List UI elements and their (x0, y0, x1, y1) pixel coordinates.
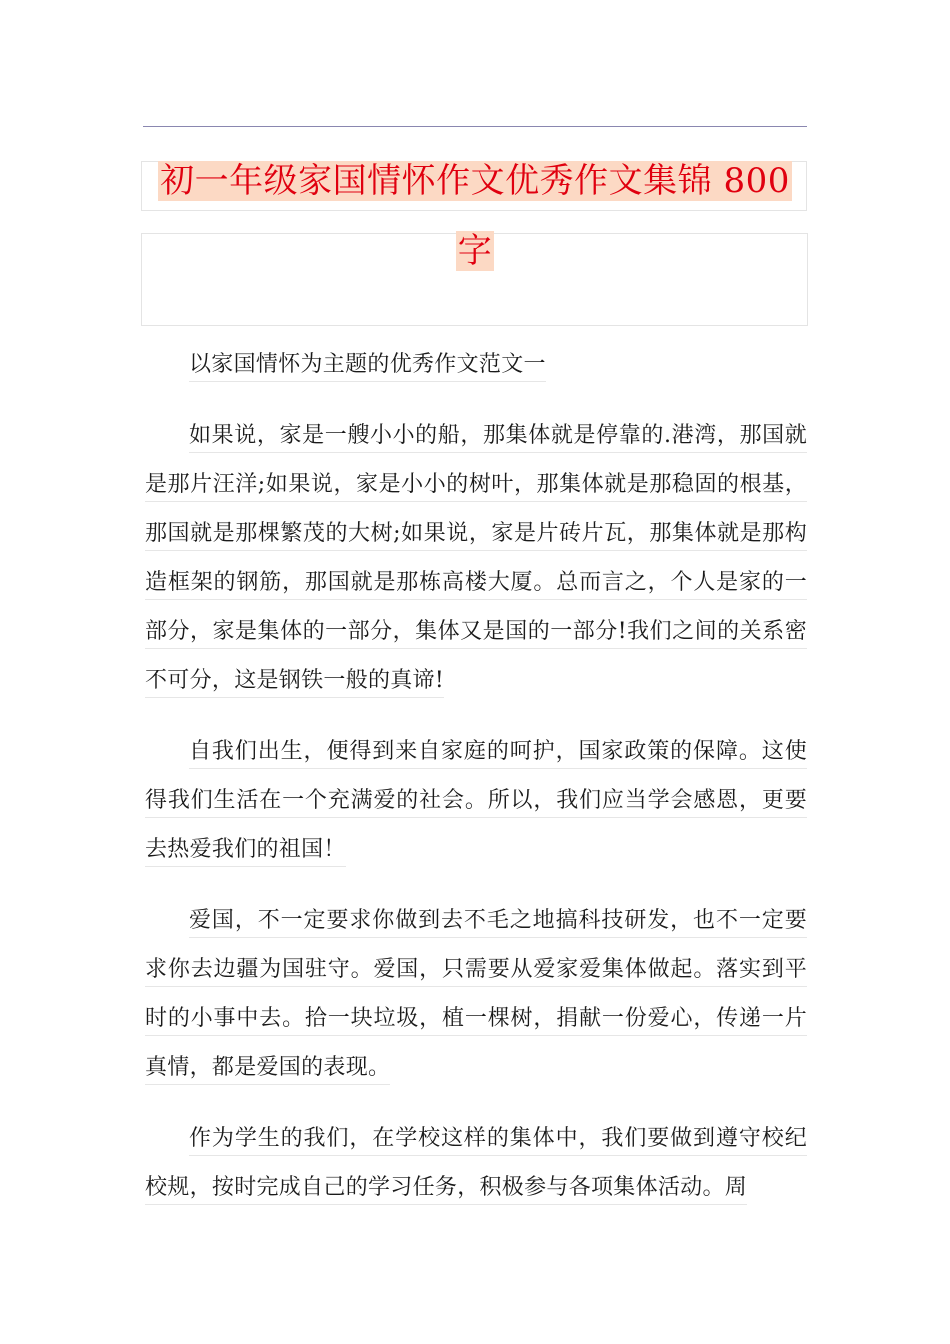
paragraph (145, 1114, 807, 1212)
document-body (145, 340, 807, 1234)
document-title (141, 150, 809, 282)
paragraph-text: 以家国情怀为主题的优秀作文范文一 (189, 352, 546, 382)
paragraph (145, 411, 807, 705)
paragraph (145, 727, 807, 874)
paragraph-text: 爱国，不一定要求你做到去不毛之地搞科技研发，也不一定要求你去边疆为国驻守。爱国，只需要从爱家爱集体做起。落实到平时的小事中去。拾一块垃圾，植一棵树，捐献一份爱心，传递一片真情，都是爱国的表现。 (145, 908, 807, 1085)
header-rule (143, 126, 807, 127)
title-line-1-text: 初一年级家国情怀作文优秀作文集锦 800 (160, 161, 790, 201)
paragraph-heading (145, 340, 807, 389)
paragraph-text: 作为学生的我们，在学校这样的集体中，我们要做到遵守校纪校规，按时完成自己的学习任务，积极参与各项集体活动。周 (145, 1126, 807, 1205)
paragraph-text: 如果说，家是一艘小小的船，那集体就是停靠的.港湾，那国就是那片汪洋;如果说，家是小小的树叶，那集体就是那稳固的根基，那国就是那棵繁茂的大树;如果说，家是片砖片瓦，那集体就是那构造框架的钢筋，那国就是那栋高楼大厦。总而言之，个人是家的一部分，家是集体的一部分，集体又是国的一部分!我们之间的关系密不可分，这是钢铁一般的真谛! (145, 423, 807, 698)
title-line-2-text: 字 (457, 231, 493, 271)
paragraph (145, 896, 807, 1092)
title-line-1 (141, 150, 809, 212)
paragraph-text: 自我们出生，便得到来自家庭的呵护，国家政策的保障。这使得我们生活在一个充满爱的社会。所以，我们应当学会感恩，更要去热爱我们的祖国！ (145, 739, 807, 867)
title-line-2 (141, 220, 809, 282)
